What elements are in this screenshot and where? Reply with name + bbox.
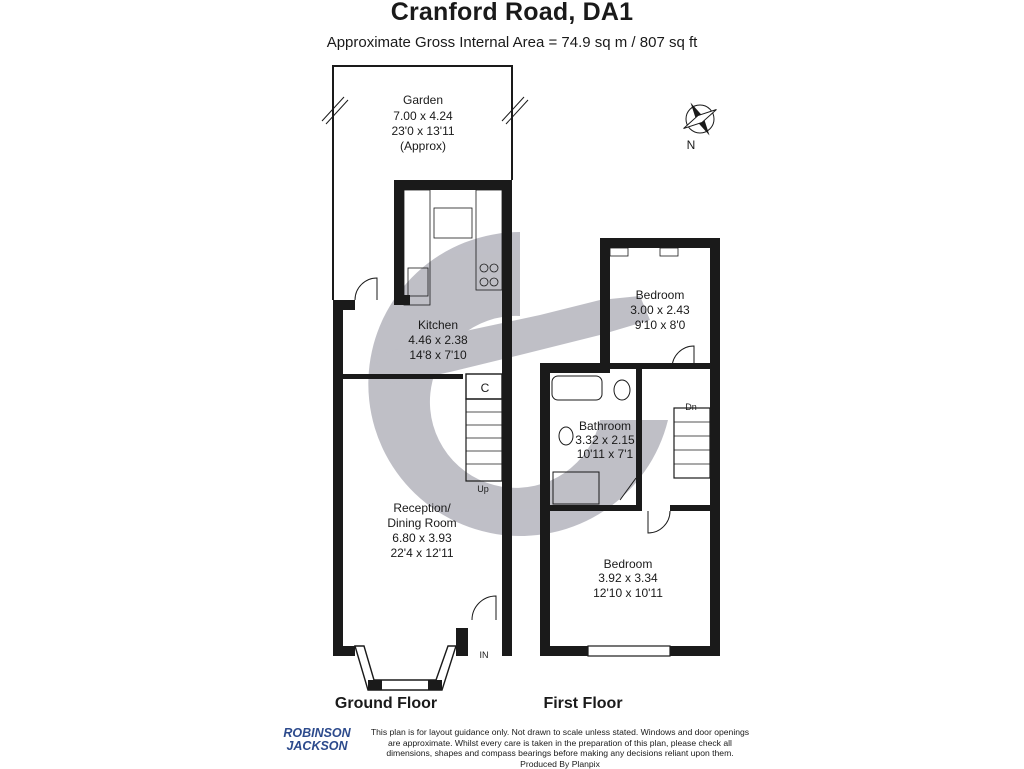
disclaimer-line-4: Produced By Planpix xyxy=(360,759,760,769)
first-stairs xyxy=(674,408,710,478)
compass-north-label: N xyxy=(687,138,696,152)
first-stairs-label: Dn xyxy=(685,402,697,412)
house-right-wall xyxy=(502,180,512,656)
ground-stairs xyxy=(466,399,502,481)
reception-metric: 6.80 x 3.93 xyxy=(392,531,452,545)
bedroom-rear-imperial: 9'10 x 8'0 xyxy=(635,318,686,332)
bathroom-name: Bathroom xyxy=(579,419,631,433)
bedroom-rear-metric: 3.00 x 2.43 xyxy=(630,303,690,317)
bedroom-front-imperial: 12'10 x 10'11 xyxy=(593,586,663,600)
disclaimer xyxy=(360,727,760,769)
kitchen-name: Kitchen xyxy=(418,318,458,332)
agency-logo xyxy=(282,727,352,753)
disclaimer-line-3: dimensions, shapes and compass bearings before making any decisions reliant upon them. xyxy=(360,748,760,759)
garden-metric: 7.00 x 4.24 xyxy=(393,109,453,123)
page-title: Cranford Road, DA1 xyxy=(0,0,1024,27)
reception-imperial: 22'4 x 12'11 xyxy=(390,546,453,560)
compass-icon xyxy=(682,101,719,138)
first-right-wall xyxy=(710,238,720,656)
kitchen-divider-wall xyxy=(343,374,463,379)
bedroom-front-metric: 3.92 x 3.34 xyxy=(598,571,658,585)
logo-line-1: ROBINSON xyxy=(282,727,352,740)
entrance-label: IN xyxy=(480,650,489,660)
bedroom-rear-name: Bedroom xyxy=(636,288,685,302)
bathroom-imperial: 10'11 x 7'1 xyxy=(577,447,634,461)
first-floor-label: First Floor xyxy=(543,695,622,712)
kitchen-left-wall xyxy=(394,180,404,300)
garden-note: (Approx) xyxy=(400,139,446,153)
kitchen-rear-wall xyxy=(394,180,512,190)
bedroom-front-name: Bedroom xyxy=(604,557,653,571)
ground-floor-plan xyxy=(322,66,528,690)
garden-imperial: 23'0 x 13'11 xyxy=(391,124,454,138)
kitchen-metric: 4.46 x 2.38 xyxy=(408,333,468,347)
disclaimer-line-2: are approximate. Whilst every care is taken in the preparation of this plan, please check all xyxy=(360,738,760,749)
logo-line-2: JACKSON xyxy=(282,740,352,753)
kitchen-imperial: 14'8 x 7'10 xyxy=(409,348,467,362)
bathroom-metric: 3.32 x 2.15 xyxy=(575,433,635,447)
disclaimer-line-1: This plan is for layout guidance only. Not drawn to scale unless stated. Windows and door openings xyxy=(360,727,760,738)
cupboard-label: C xyxy=(481,381,490,395)
ground-stairs-label: Up xyxy=(477,484,489,494)
first-left-wall xyxy=(540,363,550,656)
garden-name: Garden xyxy=(403,93,443,107)
reception-name-2: Dining Room xyxy=(387,516,456,530)
watermark-logo xyxy=(368,232,668,536)
front-window xyxy=(588,646,670,656)
reception-name-1: Reception/ xyxy=(393,501,451,515)
house-left-wall xyxy=(333,300,343,656)
ground-floor-label: Ground Floor xyxy=(335,695,437,712)
area-subtitle: Approximate Gross Internal Area = 74.9 sq m / 807 sq ft xyxy=(0,34,1024,51)
